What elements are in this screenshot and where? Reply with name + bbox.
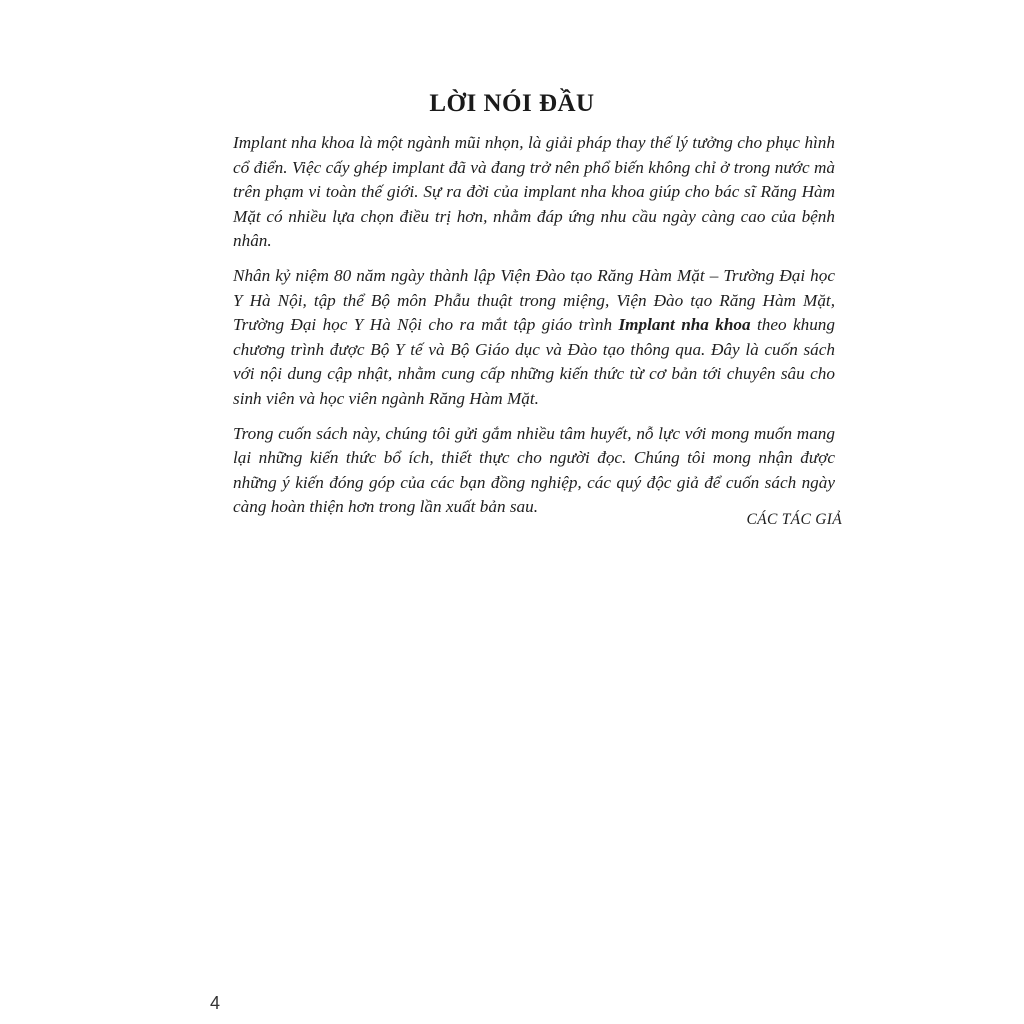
paragraph-2	[233, 264, 835, 412]
page-number: 4	[210, 993, 221, 1013]
page-title: LỜI NÓI ĐẦU	[429, 90, 595, 117]
paragraph-1: Implant nha khoa là một ngành mũi nhọn, là giải pháp thay thế lý tưởng cho phục hình cổ điển. Việc cấy ghép implant đã và đang trở nên phổ biến không chỉ ở trong nước mà trên phạm vi toàn thế giới. Sự ra đời của implant nha khoa giúp cho bác sĩ Răng Hàm Mặt có nhiều lựa chọn điều trị hơn, nhằm đáp ứng nhu cầu ngày càng cao của bệnh nhân.	[233, 133, 835, 251]
book-title-emphasis: Implant nha khoa	[618, 315, 751, 335]
preface-body	[233, 131, 835, 530]
paragraph-3: Trong cuốn sách này, chúng tôi gửi gắm nhiều tâm huyết, nỗ lực với mong muốn mang lại những kiến thức bổ ích, thiết thực cho người đọc. Chúng tôi mong nhận được những ý kiến đóng góp của các bạn đồng nghiệp, các quý độc giả để cuốn sách ngày càng hoàn thiện hơn trong lần xuất bản sau.	[233, 423, 835, 517]
paragraph-2-text-start: Nhân kỷ niệm 80 năm ngày thành lập Viện Đào tạo Răng Hàm Mặt – Trường Đại học Y Hà Nội, tập thể Bộ môn Phẫu thuật trong miệng, Viện Đào tạo Răng Hàm Mặt, Trường Đại học Y Hà Nội cho ra mắt tập giáo trình	[233, 265, 835, 335]
paragraph-2-text-end: theo khung chương trình được Bộ Y tế và Bộ Giáo dục và Đào tạo thông qua. Đây là cuốn sách với nội dung cập nhật, nhằm cung cấp những kiến thức từ cơ bản tới chuyên sâu cho sinh viên và học viên ngành Răng Hàm Mặt.	[233, 315, 835, 408]
authors-signature: CÁC TÁC GIẢ	[746, 511, 842, 528]
